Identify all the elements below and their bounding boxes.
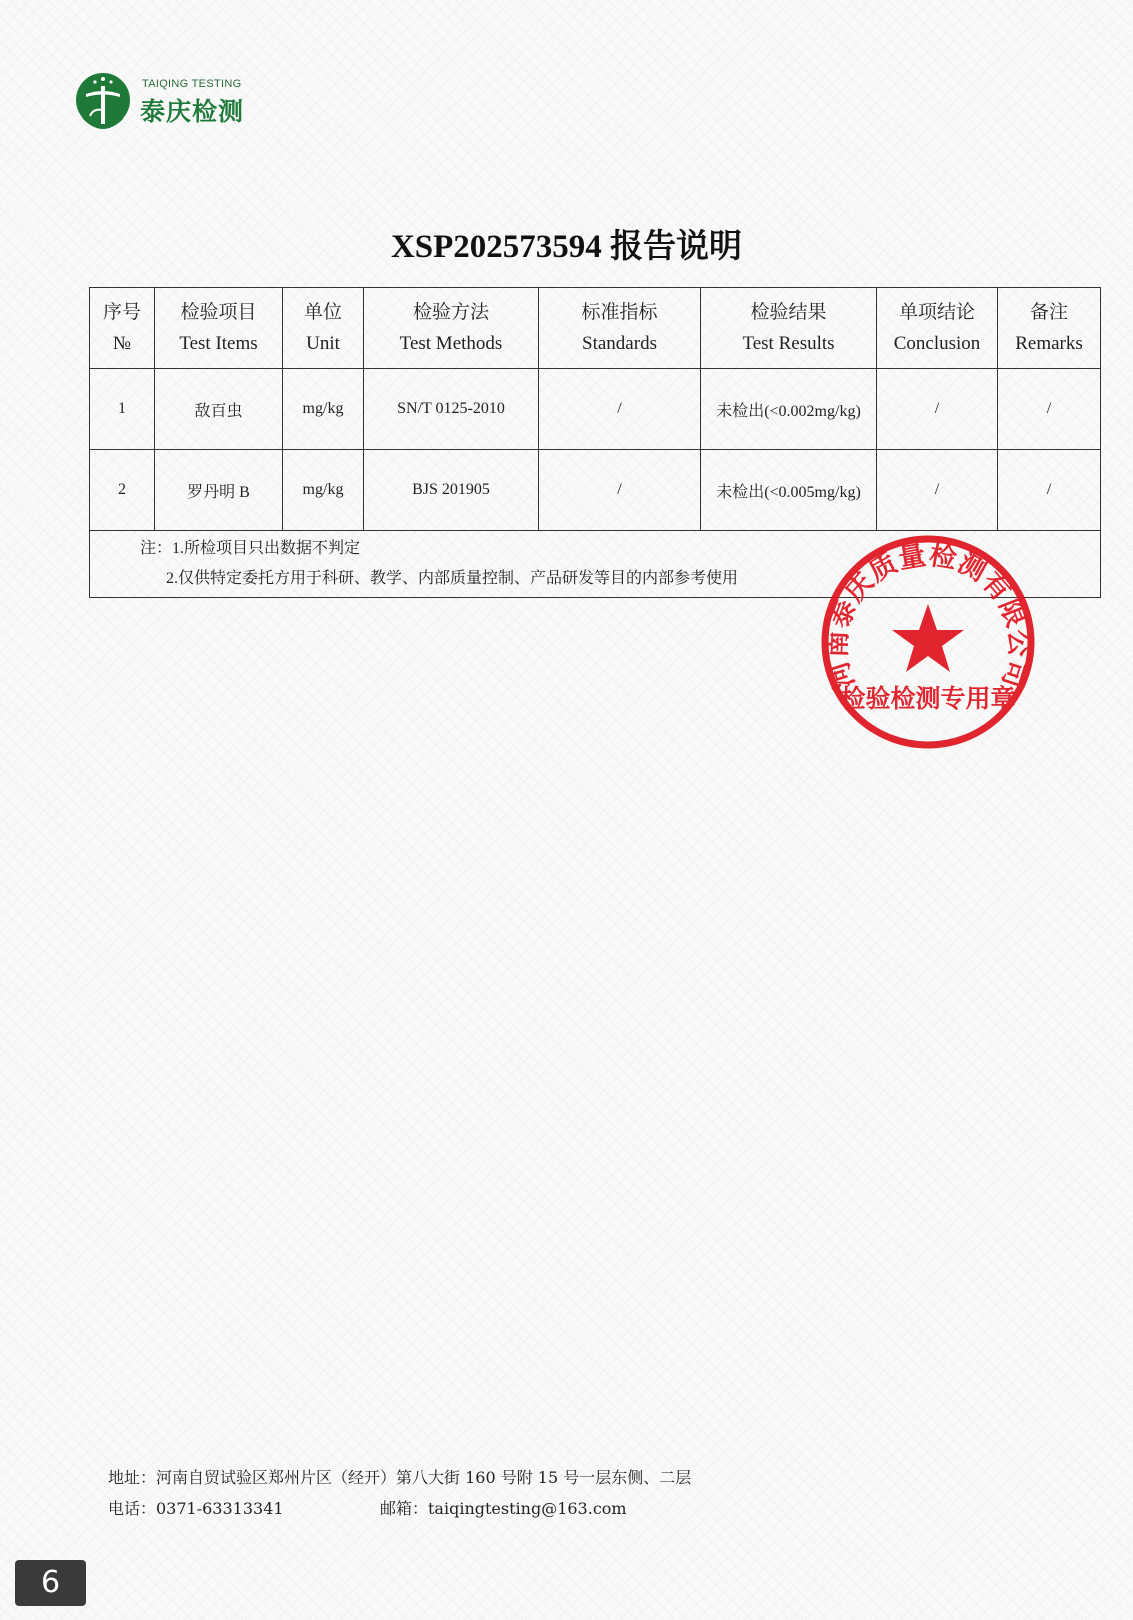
note-2: 2.仅供特定委托方用于科研、教学、内部质量控制、产品研发等目的内部参考使用: [166, 570, 739, 587]
cell-item: 敌百虫: [155, 369, 283, 450]
cell-remarks: /: [998, 450, 1101, 531]
header-remarks: 备注 Remarks: [998, 288, 1101, 369]
header-test-results: 检验结果 Test Results: [701, 288, 877, 369]
cell-result: 未检出(<0.005mg/kg): [701, 450, 877, 531]
seal-inner-text: 检验检测专用章: [840, 684, 1016, 713]
cell-unit: mg/kg: [283, 369, 364, 450]
official-seal-stamp: [818, 532, 1038, 752]
star-icon: [892, 604, 964, 672]
footer-address: 地址：河南自贸试验区郑州片区（经开）第八大街 160 号附 15 号一层东侧、二层: [108, 1468, 692, 1487]
seal-outer-text: 河南泰庆质量检测有限公司: [821, 539, 1035, 693]
table-row: [90, 450, 1101, 531]
header-test-items: 检验项目 Test Items: [155, 288, 283, 369]
cell-method: BJS 201905: [364, 450, 539, 531]
cell-item: 罗丹明 B: [155, 450, 283, 531]
header-standards: 标准指标 Standards: [539, 288, 701, 369]
cell-no: 2: [90, 450, 155, 531]
cell-conclusion: /: [877, 450, 998, 531]
table-header-row: [90, 288, 1101, 369]
report-title: XSP202573594 报告说明: [390, 229, 743, 265]
logo-emblem-icon: [76, 70, 134, 132]
page-number-badge: 6: [15, 1560, 86, 1606]
footer-phone: 电话：0371-63313341: [108, 1499, 284, 1518]
table-row: [90, 369, 1101, 450]
cell-conclusion: /: [877, 369, 998, 450]
footer-email: 邮箱：taiqingtesting@163.com: [380, 1499, 627, 1518]
header-no: 序号 №: [90, 288, 155, 369]
cell-unit: mg/kg: [283, 450, 364, 531]
cell-method: SN/T 0125-2010: [364, 369, 539, 450]
logo-english-name: TAIQING TESTING: [142, 78, 242, 90]
cell-no: 1: [90, 369, 155, 450]
logo-chinese-name: 泰庆检测: [140, 97, 245, 126]
header-conclusion: 单项结论 Conclusion: [877, 288, 998, 369]
cell-standard: /: [539, 450, 701, 531]
header-unit: 单位 Unit: [283, 288, 364, 369]
note-1: 注：1.所检项目只出数据不判定: [140, 540, 361, 557]
cell-standard: /: [539, 369, 701, 450]
company-logo: [76, 70, 266, 134]
cell-result: 未检出(<0.002mg/kg): [701, 369, 877, 450]
cell-remarks: /: [998, 369, 1101, 450]
header-test-methods: 检验方法 Test Methods: [364, 288, 539, 369]
